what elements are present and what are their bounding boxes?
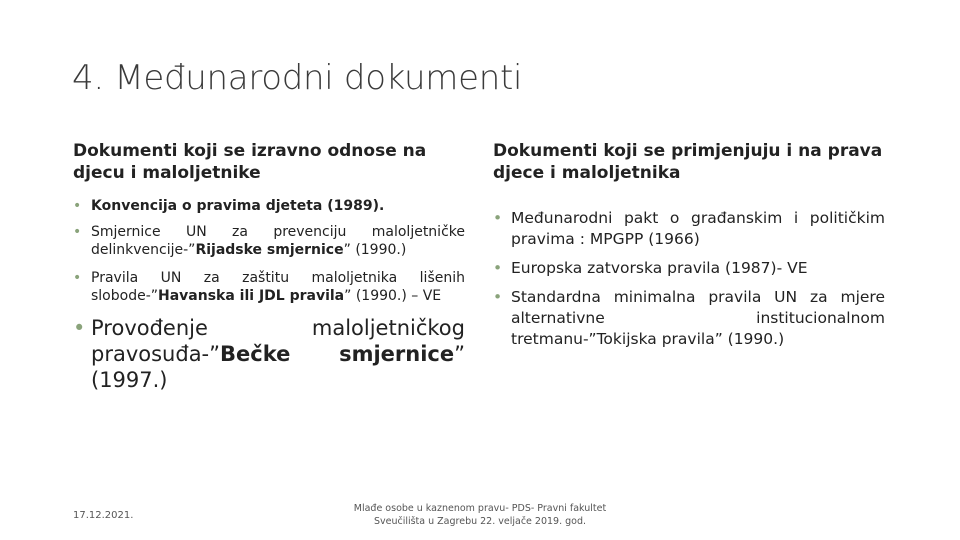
right-bullet-list	[493, 208, 885, 350]
list-item	[493, 258, 885, 279]
item-text: ” (1990.)	[343, 242, 407, 258]
left-heading: Dokumenti koji se izravno odnose na djecu i maloljetnike	[73, 141, 427, 183]
item-text: Provođenje maloljetničkog pravosuđa-”	[91, 316, 465, 366]
list-item	[73, 223, 465, 259]
list-item	[73, 269, 465, 305]
list-item	[493, 208, 885, 250]
item-text: Međunarodni pakt o građanskim i političkim pravima : MPGPP (1966)	[511, 209, 885, 248]
bullet-icon: •	[73, 270, 82, 286]
bullet-icon: •	[493, 259, 503, 277]
list-item-large	[73, 315, 465, 393]
item-text: Smjernice UN za prevenciju maloljetničke delinkvencije-”	[91, 224, 465, 258]
left-bullet-list	[73, 197, 465, 305]
item-bold: Bečke smjernice	[220, 342, 455, 366]
item-text: Standardna minimalna pravila UN za mjere alternativne institucionalnom tretmanu-”Tokijska pravila” (1990.)	[511, 288, 885, 348]
bullet-icon: •	[73, 316, 86, 340]
left-large-list	[73, 315, 465, 393]
item-text: ” (1997.)	[91, 342, 465, 392]
item-bold: Konvencija o pravima djeteta (1989).	[91, 198, 385, 214]
right-column	[493, 140, 885, 358]
bullet-icon: •	[493, 288, 503, 306]
footer-date: 17.12.2021.	[73, 510, 134, 521]
list-item	[493, 287, 885, 350]
slide-title: 4. Međunarodni dokumenti	[72, 58, 523, 98]
item-text: Pravila UN za zaštitu maloljetnika lišenih slobode-”	[91, 270, 465, 304]
left-column	[73, 140, 465, 393]
item-text: ” (1990.) – VE	[344, 288, 442, 304]
item-text: Europska zatvorska pravila (1987)- VE	[511, 259, 808, 277]
item-bold: Rijadske smjernice	[195, 242, 344, 258]
footer-line: Mlađe osobe u kaznenom pravu- PDS- Pravni fakultet	[353, 503, 607, 514]
bullet-icon: •	[73, 198, 82, 214]
footer-source	[330, 502, 630, 528]
footer-line: Sveučilišta u Zagrebu 22. veljače 2019. god.	[373, 516, 587, 527]
item-bold: Havanska ili JDL pravila	[158, 288, 345, 304]
list-item	[73, 197, 465, 215]
bullet-icon: •	[493, 209, 503, 227]
right-heading: Dokumenti koji se primjenjuju i na prava djece i maloljetnika	[493, 141, 883, 183]
bullet-icon: •	[73, 224, 82, 240]
